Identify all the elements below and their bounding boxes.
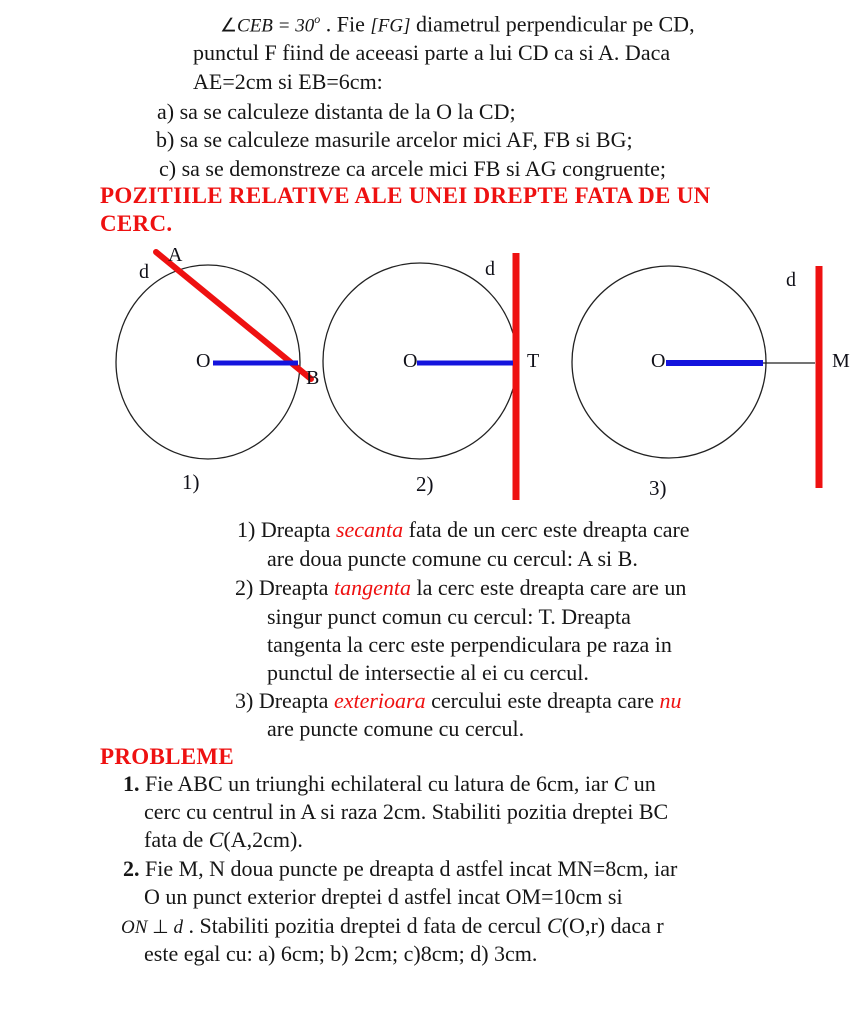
diagram3-caption: 3) [649,476,667,500]
def-exterioara-1 [235,690,682,712]
text-segment: 3) Dreapta [235,688,334,713]
def-tangenta-1 [235,577,686,599]
text-segment: secanta [335,517,404,542]
text-segment: are doua puncte comune cu cercul: A si B. [267,546,638,571]
diagram1-label-d: d [139,261,149,283]
text-segment: cerc cu centrul in A si raza 2cm. Stabiliti pozitia dreptei BC [144,799,669,824]
text-segment: diametrul perpendicular pe CD, [410,11,695,37]
text-segment: . Fie [320,11,371,37]
text-segment: cercului este dreapta care [425,688,660,713]
text-segment: este egal cu: a) 6cm; b) 2cm; c)8cm; d) 3cm. [144,941,538,966]
text-segment: exterioara [333,688,426,713]
text-segment: Fie ABC un triunghi echilateral cu latura de 6cm, iar [139,771,614,796]
text-segment: C [208,827,224,852]
problem-1-line-3 [144,829,303,851]
text-segment: C [547,913,562,938]
diagram1-label-B: B [306,367,320,389]
def-secanta-1 [237,519,690,541]
text-segment: (O,r) daca r [561,913,664,938]
problem-2-line-2 [144,886,623,908]
text-segment: punctul de intersectie al ei cu cercul. [267,660,589,685]
text-segment: [FG] [370,15,411,37]
intro-line-1 [220,13,695,35]
text-segment: 2) Dreapta [235,575,334,600]
heading-pozitiile-1 [100,184,711,207]
text-segment: CERC. [100,211,173,236]
def-tangenta-2 [267,606,631,628]
problem-1-line-2 [144,801,668,823]
secant-line [156,252,311,379]
problem-2-line-3 [121,915,664,937]
text-segment: are puncte comune cu cercul. [267,716,525,741]
text-segment: fata de [144,827,209,852]
diagram1-label-A: A [168,244,183,266]
def-secanta-2 [267,548,638,570]
intro-line-2 [193,42,670,64]
text-segment: singur punct comun cu cercul: T. Dreapta [267,604,631,629]
text-segment: O un punct exterior dreptei d astfel incat OM=10cm si [144,884,623,909]
text-segment: b) sa se calculeze masurile arcelor mici AF, FB si BG; [156,127,633,152]
def-tangenta-3 [267,634,672,656]
text-segment: AE=2cm si EB=6cm: [193,69,383,94]
text-segment: punctul F fiind de aceeasi parte a lui CD ca si A. Daca [193,40,671,65]
text-segment: tangenta la cerc este perpendiculara pe raza in [267,632,672,657]
text-segment: ∠CEB = 30 [220,15,315,37]
text-segment: a) sa se calculeze distanta de la O la CD; [157,99,516,124]
problem-2-line-4 [144,943,537,965]
text-segment: la cerc este dreapta care are un [410,575,687,600]
problem-1-line-1 [123,773,656,795]
text-segment: 2. [123,856,140,881]
diagram1-caption: 1) [182,470,200,494]
text-segment: (A,2cm). [223,827,303,852]
text-segment: 1) Dreapta [237,517,336,542]
diagram3-label-d: d [786,269,796,291]
diagram2-label-T: T [527,350,540,372]
text-segment: PROBLEME [100,744,235,769]
diagram2-label-O: O [403,350,418,372]
text-segment: C [613,771,629,796]
text-segment: . Stabiliti pozitia dreptei d fata de cercul [182,913,548,938]
intro-line-3 [193,71,383,93]
item-a [157,101,516,123]
diagram2-caption: 2) [416,472,434,496]
text-segment: Fie M, N doua puncte pe dreapta d astfel incat MN=8cm, iar [139,856,678,881]
heading-probleme [100,745,234,768]
text-segment: o [314,12,321,26]
text-segment: 1. [123,771,140,796]
diagram1-label-O: O [196,350,211,372]
text-segment: ON ⊥ d [121,917,183,938]
text-segment: tangenta [333,575,411,600]
diagram2-label-d: d [485,258,495,280]
text-segment: un [628,771,656,796]
item-c [159,158,666,180]
def-tangenta-4 [267,662,589,684]
def-exterioara-2 [267,718,524,740]
text-segment: fata de un cerc este dreapta care [403,517,690,542]
text-segment: c) sa se demonstreze ca arcele mici FB si AG congruente; [159,156,667,181]
diagram3-label-O: O [651,350,666,372]
text-segment: nu [659,688,682,713]
heading-pozitiile-2 [100,212,172,235]
item-b [156,129,633,151]
problem-2-line-1 [123,858,677,880]
diagram3-label-M: M [832,350,850,372]
text-segment: POZITIILE RELATIVE ALE UNEI DREPTE FATA DE UN [100,183,711,208]
